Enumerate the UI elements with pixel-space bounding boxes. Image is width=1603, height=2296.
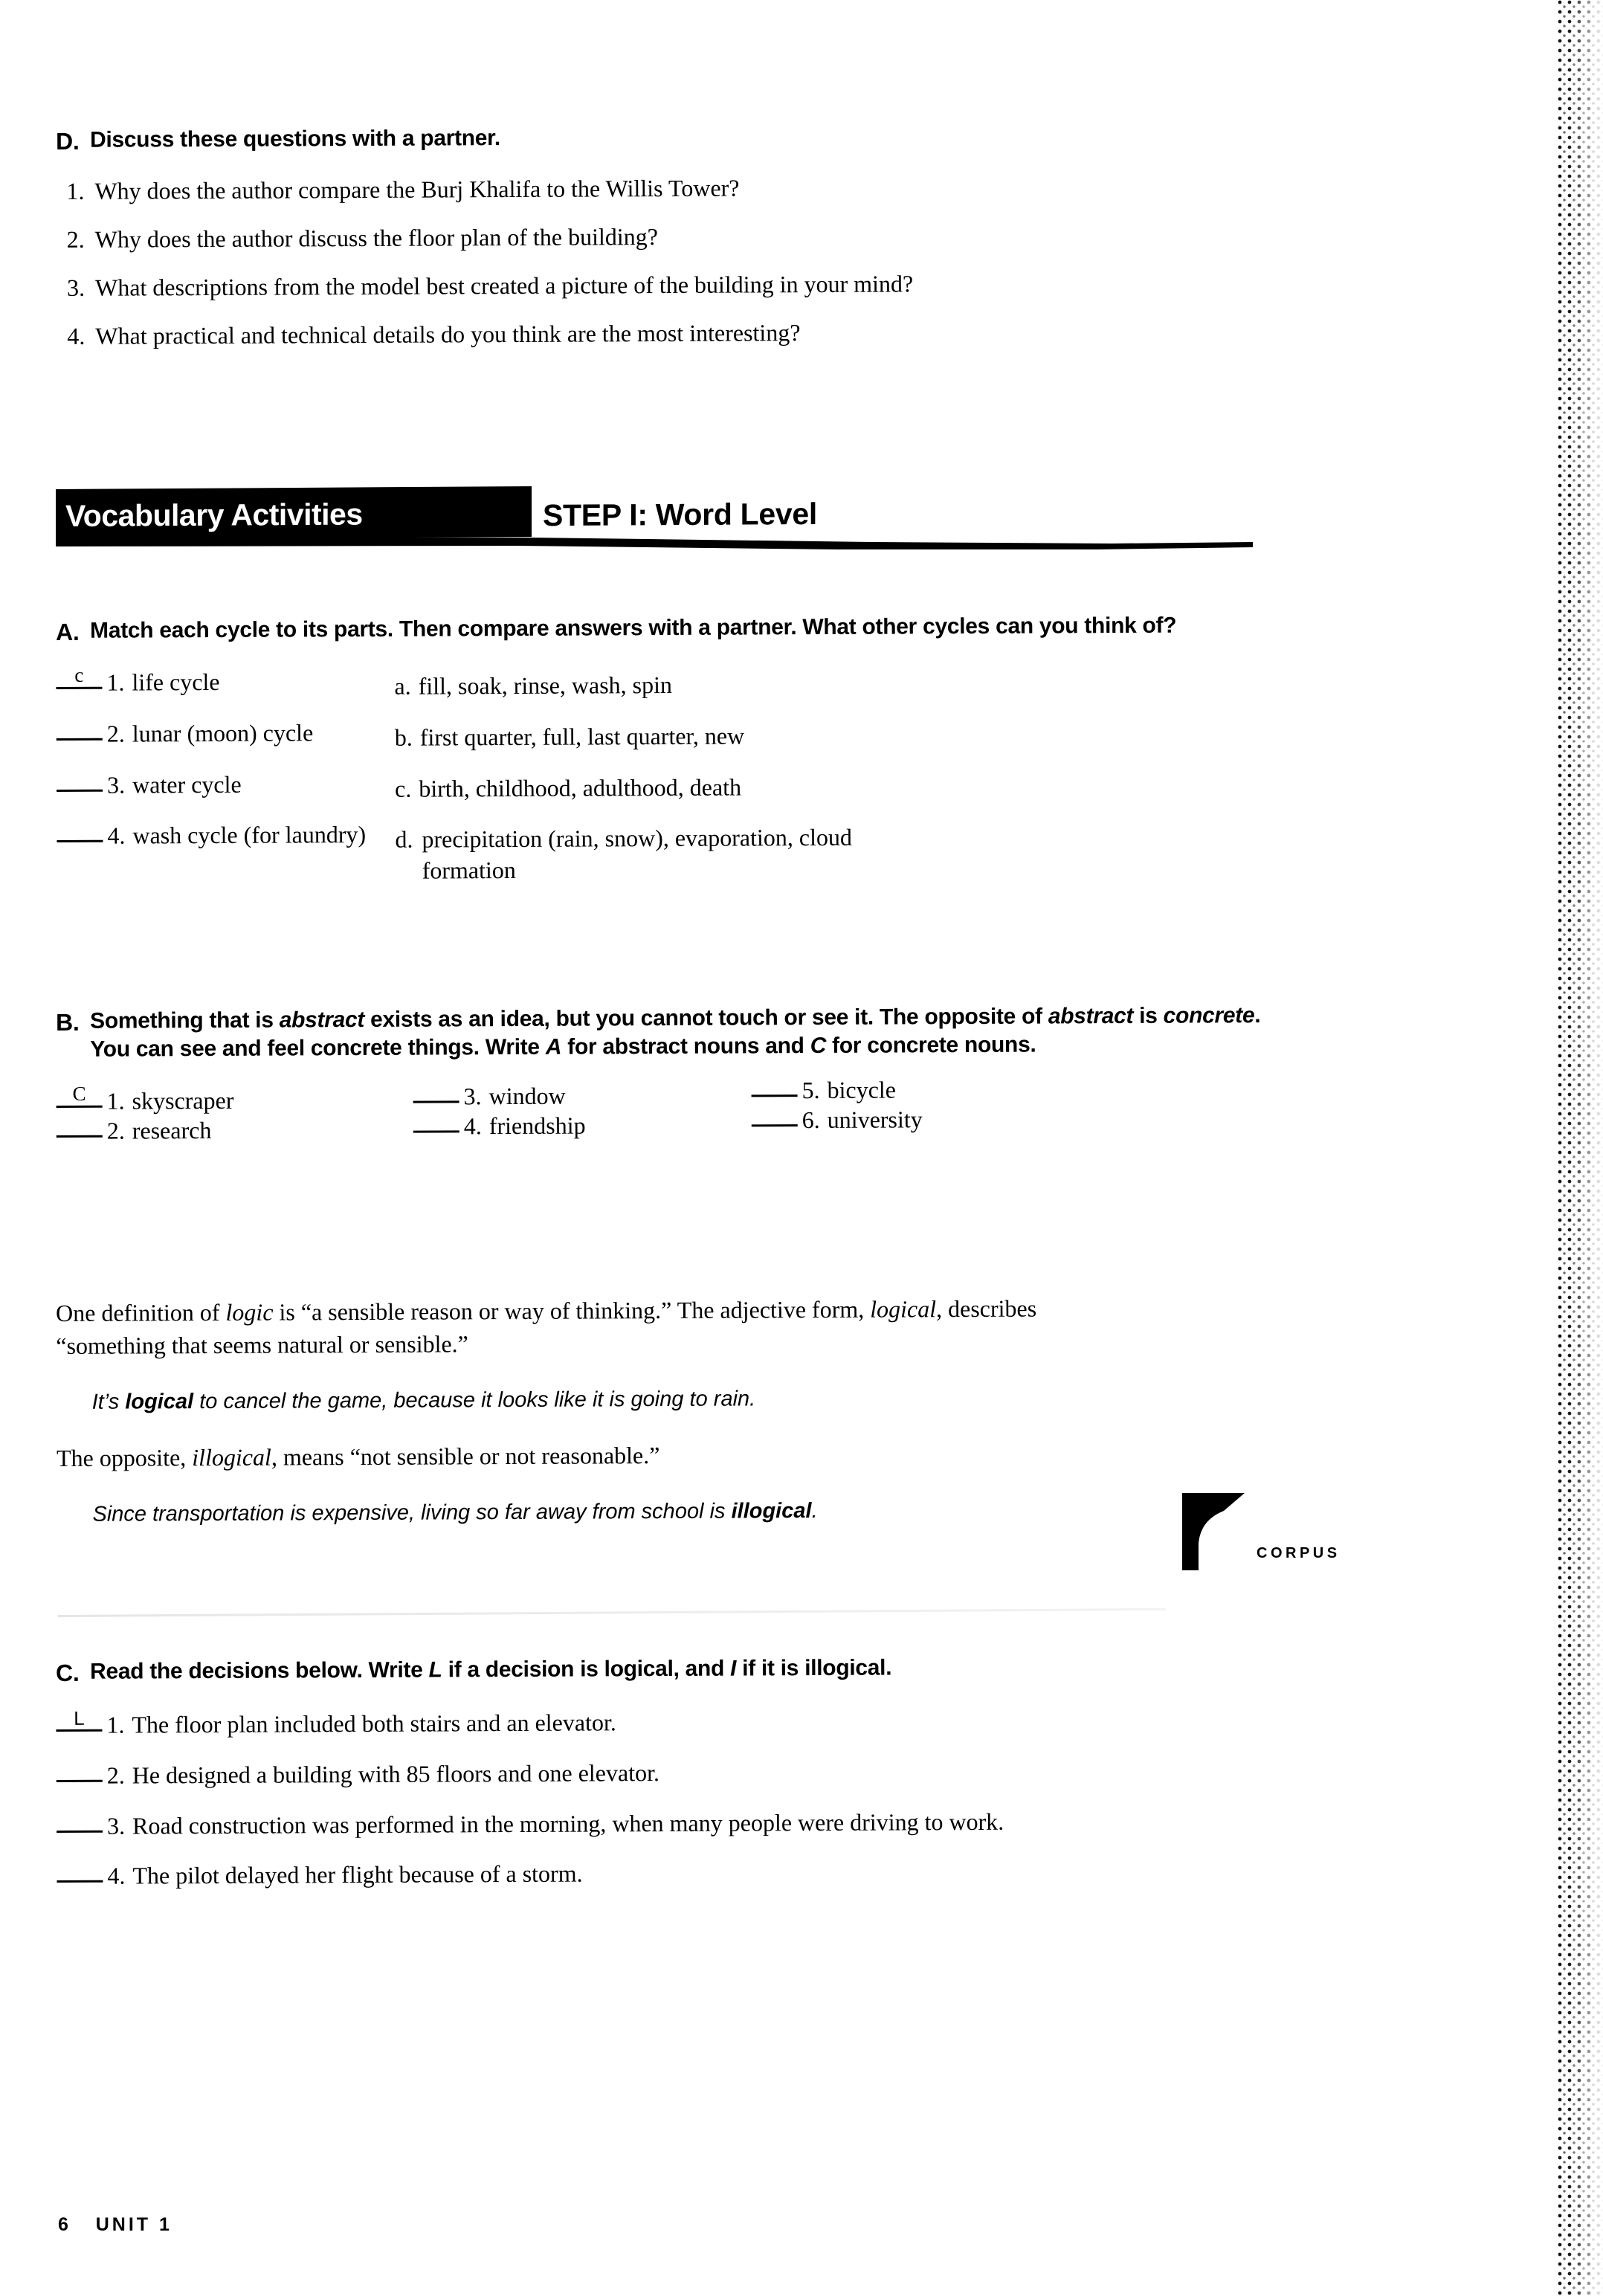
exercise-b-heading <box>56 1002 1275 1064</box>
exercise-a <box>56 611 1277 891</box>
section-divider <box>58 1608 1166 1617</box>
item-number: 4. <box>463 1112 482 1139</box>
option-text: precipitation (rain, snow), evaporation, cloud formation <box>422 823 853 884</box>
answer-blank-group <box>57 1861 132 1892</box>
logic-paragraph-2 <box>57 1436 1246 1474</box>
item-number: 2. <box>106 1117 125 1144</box>
item-text: life cycle <box>132 668 220 696</box>
item-text: Road construction was performed in the morning, when many people were driving to work. <box>132 1808 1004 1839</box>
item-text: He designed a building with 85 floors and one elevator. <box>132 1758 660 1789</box>
example-seg: It’s <box>91 1390 126 1414</box>
instr-em: L <box>428 1657 442 1683</box>
instr-seg: exists as an idea, but you cannot touch or see it. <box>364 1004 874 1032</box>
instr-em: A <box>545 1034 562 1060</box>
exercise-d-heading <box>56 120 1260 156</box>
item-number: 2. <box>66 226 85 254</box>
logic-note <box>56 1292 1247 1529</box>
exercise-c <box>56 1652 1277 1892</box>
item-number: 4. <box>67 322 86 349</box>
option-letter: d. <box>395 825 413 853</box>
option-text: birth, childhood, adulthood, death <box>419 773 742 802</box>
answer-value: L <box>74 1707 85 1730</box>
example-bold: illogical <box>731 1499 812 1523</box>
list-item <box>57 819 369 852</box>
answer-blank[interactable] <box>57 1082 103 1109</box>
list-item <box>56 170 1260 207</box>
list-item <box>395 770 1004 804</box>
answer-blank-group <box>57 1082 132 1117</box>
section-banner <box>0 476 1603 565</box>
para-seg: is “a sensible reason or way of thinking.” The adjective form, <box>273 1295 871 1326</box>
item-number: 5. <box>802 1076 820 1103</box>
answer-blank-group <box>752 1105 828 1136</box>
scan-halftone-edge-secondary <box>1557 0 1603 2296</box>
item-number: 3. <box>66 274 86 301</box>
answer-blank-group <box>57 1115 132 1147</box>
item-text: wash cycle (for laundry) <box>132 821 367 849</box>
exercise-b <box>56 1002 1276 1176</box>
list-item <box>57 315 1261 352</box>
exercise-a-instruction: Match each cycle to its parts. Then compare answers with a partner. What other cycles can you think of? <box>90 613 1177 643</box>
answer-blank-group <box>57 1760 132 1791</box>
para-seg: One definition of <box>56 1298 226 1326</box>
item-number: 1. <box>106 668 125 696</box>
list-item <box>752 1104 923 1136</box>
option-letter: c. <box>395 775 412 802</box>
answer-blank[interactable] <box>56 664 102 691</box>
item-text: water cycle <box>132 770 242 798</box>
item-text: university <box>827 1105 923 1133</box>
list-item <box>395 822 1004 886</box>
example-bold: logical <box>125 1390 194 1414</box>
instr-em: I <box>730 1656 737 1681</box>
option-letter: a. <box>394 672 411 700</box>
answer-blank-group <box>57 770 132 801</box>
instr-seg: is <box>1133 1003 1164 1028</box>
exercise-c-heading <box>56 1652 1275 1688</box>
answer-blank-group <box>56 1707 132 1741</box>
instr-seg: Read the decisions below. Write <box>90 1657 429 1684</box>
exercise-a-columns <box>56 662 1276 891</box>
item-number: 2. <box>106 720 125 747</box>
answer-blank-group <box>413 1081 488 1112</box>
exercise-a-right-column <box>394 668 1004 886</box>
item-text: The floor plan included both stairs and an elevator. <box>132 1709 616 1738</box>
answer-value: c <box>74 664 84 687</box>
list-item <box>57 718 369 750</box>
list-item <box>57 266 1261 304</box>
answer-blank[interactable] <box>413 1082 459 1104</box>
list-item <box>57 768 369 801</box>
banner-tapered-rule <box>56 535 1253 555</box>
exercise-d-letter: D. <box>56 127 80 155</box>
exercise-c-list <box>56 1704 1276 1892</box>
banner-title: Vocabulary Activities <box>65 497 363 533</box>
option-text: first quarter, full, last quarter, new <box>419 722 745 751</box>
answer-blank-group <box>413 1111 489 1142</box>
item-text: friendship <box>488 1112 586 1139</box>
answer-blank-group <box>56 664 132 699</box>
item-text: bicycle <box>827 1076 897 1103</box>
example-seg: . <box>811 1499 818 1523</box>
answer-blank[interactable] <box>57 1761 103 1784</box>
item-text: lunar (moon) cycle <box>132 719 314 747</box>
para-seg: The opposite, <box>56 1443 193 1471</box>
item-text: Why does the author discuss the floor plan of the building? <box>94 223 658 253</box>
answer-blank[interactable] <box>413 1112 459 1134</box>
list-item <box>751 1074 896 1106</box>
answer-blank-group <box>57 821 132 852</box>
answer-blank[interactable] <box>751 1076 797 1098</box>
exercise-c-instruction <box>90 1652 1275 1686</box>
example-seg: Since transportation is expensive, living so far away from school is <box>92 1499 732 1526</box>
list-item <box>57 218 1261 256</box>
answer-blank[interactable] <box>57 770 103 793</box>
item-number: 1. <box>106 1711 125 1738</box>
logic-example-2 <box>92 1495 1246 1529</box>
corpus-label: CORPUS <box>1257 1545 1341 1561</box>
item-text: What practical and technical details do you think are the most interesting? <box>95 319 801 349</box>
instr-seg: for concrete nouns. <box>825 1032 1036 1058</box>
answer-blank[interactable] <box>57 1811 103 1834</box>
instr-em: abstract <box>1048 1003 1134 1029</box>
para-em: logic <box>225 1298 274 1326</box>
answer-blank[interactable] <box>752 1106 798 1128</box>
answer-blank-group <box>57 718 132 749</box>
item-number: 4. <box>107 1862 126 1889</box>
instr-seg: if it is illogical. <box>736 1655 892 1681</box>
corpus-mark <box>1167 1487 1390 1591</box>
answer-blank[interactable] <box>57 1862 103 1884</box>
answer-value: C <box>72 1082 86 1105</box>
instr-seg: if a decision is logical, and <box>442 1656 731 1683</box>
item-text: What descriptions from the model best created a picture of the building in your mind? <box>94 270 914 301</box>
answer-blank[interactable] <box>56 1707 102 1733</box>
item-text: window <box>488 1082 566 1109</box>
exercise-a-left-column <box>56 666 369 851</box>
para-seg: , means “not sensible or not reasonable.” <box>271 1441 660 1471</box>
list-item <box>413 1110 586 1142</box>
list-item <box>394 668 1004 703</box>
exercise-b-instruction <box>90 1002 1275 1063</box>
para-em: illogical <box>192 1443 271 1471</box>
item-text: Why does the author compare the Burj Khalifa to the Willis Tower? <box>94 174 740 205</box>
list-item <box>57 1115 212 1147</box>
item-number: 4. <box>107 822 126 849</box>
footer-page-number: 6 <box>58 2214 71 2235</box>
instr-seg: for abstract nouns and <box>561 1033 810 1060</box>
page-footer <box>58 2214 172 2236</box>
answer-blank-group <box>57 1810 132 1842</box>
item-number: 1. <box>66 178 85 205</box>
list-item <box>57 1755 1276 1792</box>
item-number: 2. <box>106 1761 125 1789</box>
answer-blank[interactable] <box>57 1116 103 1138</box>
list-item <box>57 1855 1276 1892</box>
list-item <box>57 1082 234 1117</box>
instr-em: abstract <box>279 1007 365 1033</box>
footer-unit-label: UNIT 1 <box>95 2214 172 2235</box>
item-number: 3. <box>107 771 126 799</box>
exercise-b-grid <box>57 1076 1277 1176</box>
corpus-quote-icon <box>1181 1492 1246 1572</box>
list-item <box>395 720 1004 754</box>
instr-seg: Something that is <box>90 1007 280 1033</box>
para-seg: , describes “something that seems natural or sensible.” <box>56 1294 1037 1359</box>
example-seg: to cancel the game, because it looks like it is going to rain. <box>193 1387 756 1414</box>
exercise-d-list <box>56 170 1261 352</box>
option-letter: b. <box>394 723 413 751</box>
list-item <box>57 1805 1276 1842</box>
item-number: 1. <box>106 1087 125 1115</box>
answer-blank[interactable] <box>57 720 103 742</box>
instr-seg: Write <box>485 1034 546 1060</box>
instr-em: C <box>810 1033 827 1058</box>
list-item <box>56 1704 1275 1741</box>
para-em: logical <box>870 1295 937 1323</box>
banner-step-label: STEP I: Word Level <box>543 496 818 533</box>
item-number: 3. <box>463 1082 482 1109</box>
item-number: 6. <box>802 1106 820 1133</box>
exercise-d-instruction: Discuss these questions with a partner. <box>90 126 500 152</box>
item-text: The pilot delayed her flight because of a storm. <box>132 1860 583 1889</box>
list-item <box>413 1080 565 1112</box>
exercise-a-letter: A. <box>56 618 80 645</box>
item-text: research <box>132 1116 212 1144</box>
scan-halftone-edge <box>1557 0 1603 2296</box>
exercise-b-letter: B. <box>56 1008 80 1036</box>
answer-blank[interactable] <box>57 822 103 844</box>
list-item <box>56 666 368 699</box>
instr-seg: The opposite of <box>879 1004 1048 1030</box>
exercise-d <box>56 120 1261 352</box>
item-number: 3. <box>107 1812 126 1839</box>
exercise-c-letter: C. <box>56 1659 80 1686</box>
instr-em: concrete <box>1163 1003 1255 1028</box>
logic-paragraph-1 <box>56 1292 1123 1362</box>
logic-example-1 <box>92 1383 1246 1416</box>
option-text: fill, soak, rinse, wash, spin <box>418 671 673 700</box>
item-text: skyscraper <box>132 1086 234 1115</box>
instr-seg: . You can see and feel concrete things. <box>90 1003 1261 1062</box>
exercise-a-heading <box>56 611 1275 647</box>
answer-blank-group <box>751 1075 827 1106</box>
